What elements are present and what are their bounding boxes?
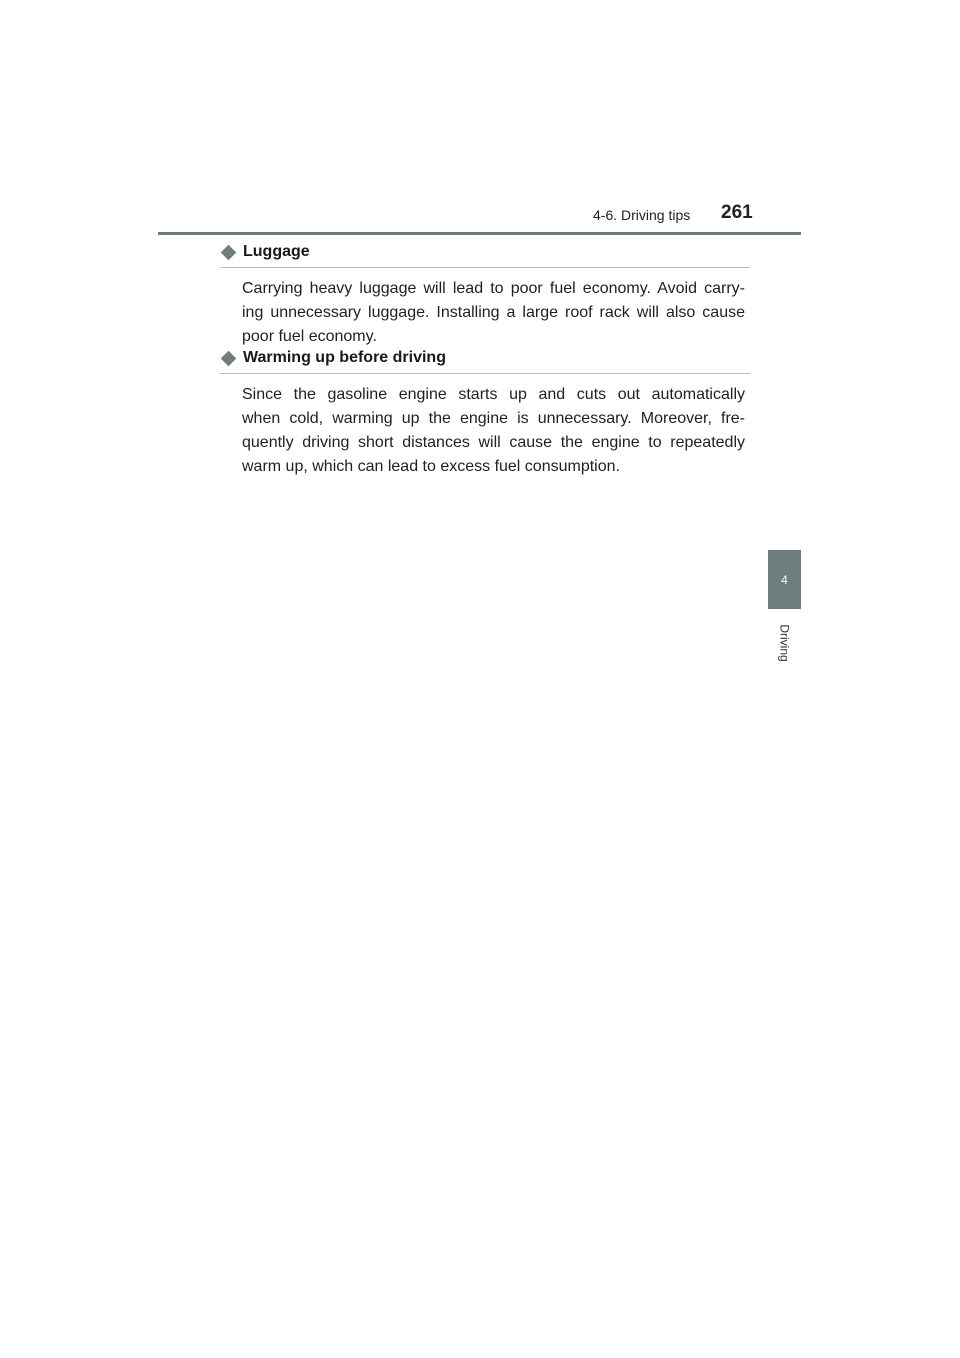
body-line: warm up, which can lead to excess fuel consumption. xyxy=(242,458,620,475)
section-heading-text: Warming up before driving xyxy=(243,349,446,366)
chapter-label xyxy=(767,618,802,668)
body-line: when cold, warming up the engine is unnecessary. Moreover, fre- xyxy=(242,410,745,427)
body-line: ing unnecessary luggage. Installing a large roof rack will also cause xyxy=(242,304,745,321)
section-body xyxy=(242,383,745,479)
section-body xyxy=(242,277,745,349)
body-line: quently driving short distances will cause the engine to repeatedly xyxy=(242,434,745,451)
body-line: poor fuel economy. xyxy=(242,328,377,345)
header-divider xyxy=(158,232,801,235)
body-line: Carrying heavy luggage will lead to poor fuel economy. Avoid carry- xyxy=(242,280,745,297)
body-line: Since the gasoline engine starts up and cuts out automatically xyxy=(242,386,745,403)
diamond-bullet-icon xyxy=(221,244,237,260)
chapter-tab xyxy=(768,550,801,609)
chapter-number: 4 xyxy=(781,572,788,587)
section-luggage xyxy=(220,240,750,349)
section-heading-text: Luggage xyxy=(243,243,310,260)
section-heading xyxy=(220,346,750,374)
header-section-title: 4-6. Driving tips xyxy=(593,207,691,223)
chapter-title: Driving xyxy=(777,624,792,662)
section-warming-up xyxy=(220,346,750,479)
page-number: 261 xyxy=(721,202,753,223)
section-heading xyxy=(220,240,750,268)
diamond-bullet-icon xyxy=(221,350,237,366)
